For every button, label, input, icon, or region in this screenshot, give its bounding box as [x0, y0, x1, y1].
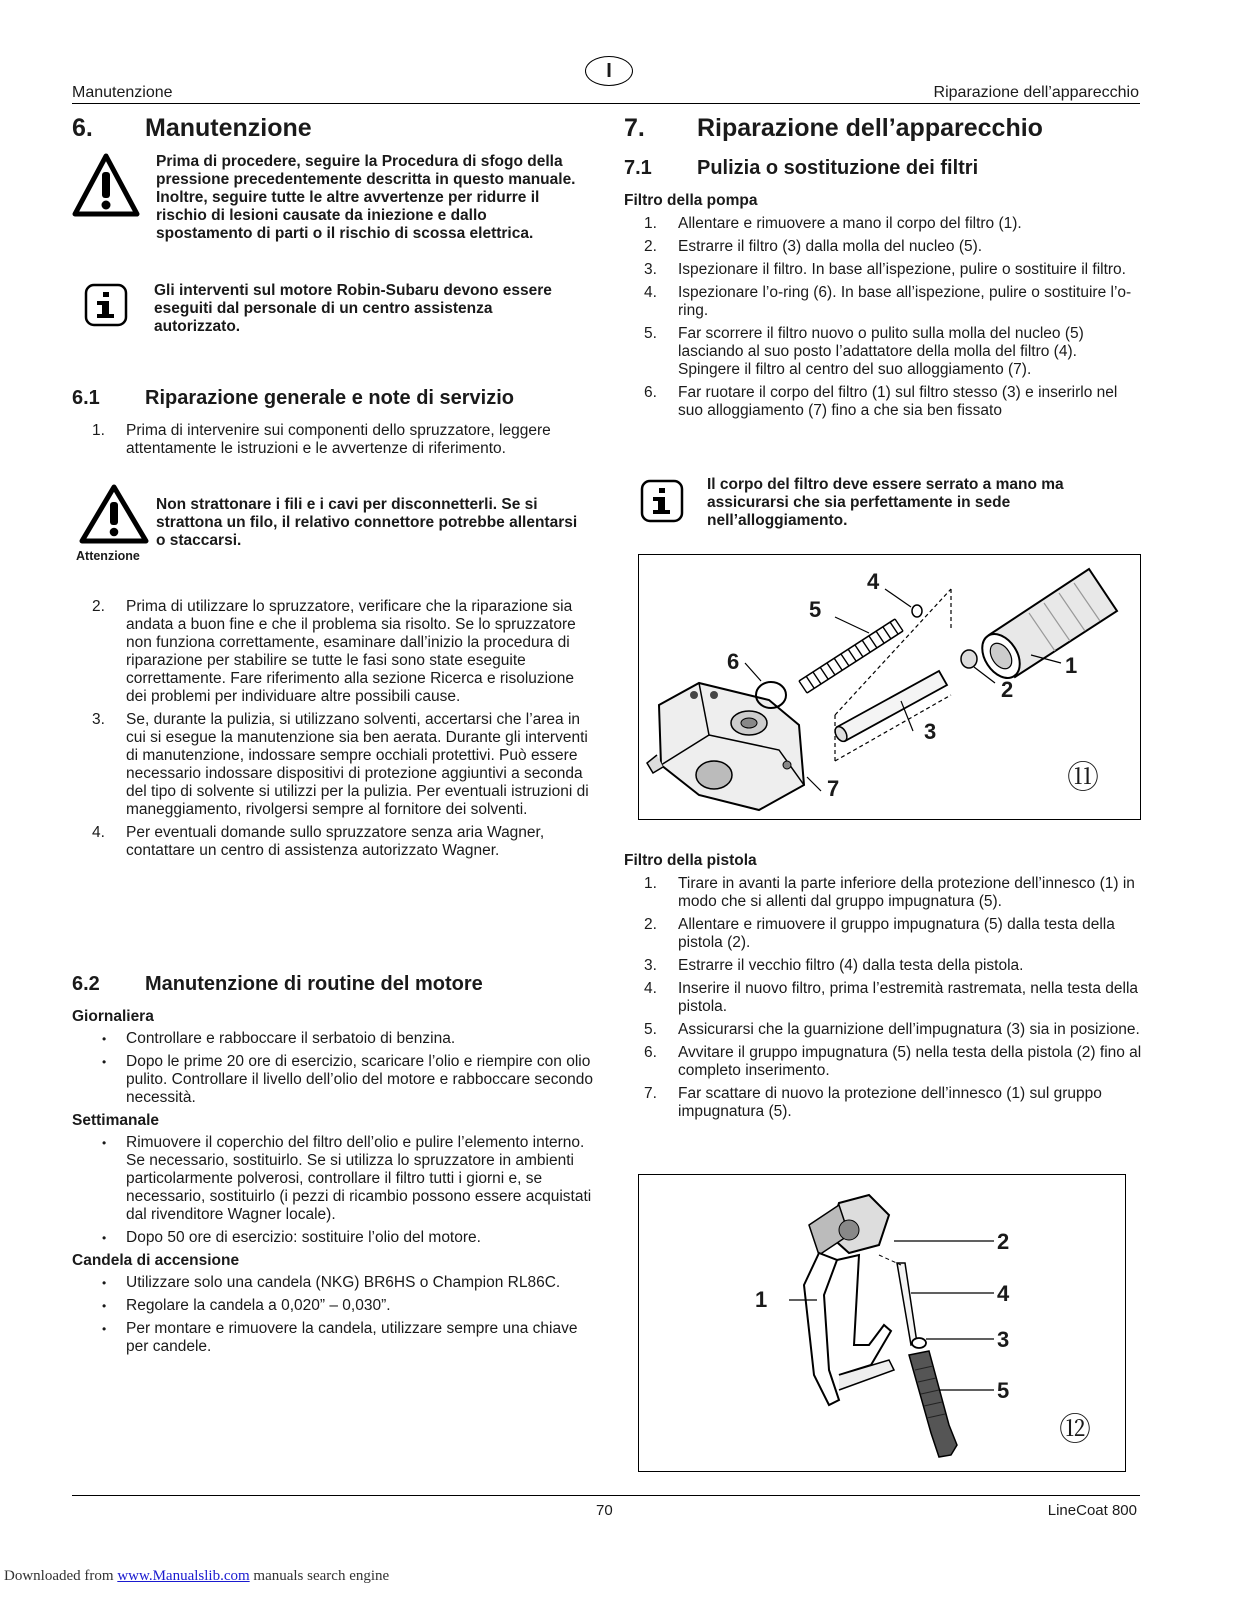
list-item: 1. Allentare e rimuovere a mano il corpo del filtro (1).: [644, 215, 1022, 232]
list-item: • Regolare la candela a 0,020” – 0,030”.: [72, 1297, 602, 1315]
footer-rule: [72, 1495, 1140, 1496]
warning-triangle-icon: [72, 152, 142, 218]
figure-12-number: ⑫: [1059, 1411, 1092, 1447]
list-item: 5. Assicurarsi che la guarnizione dell’impugnatura (3) sia in posizione.: [644, 1021, 1140, 1038]
callout-1: 1: [755, 1287, 768, 1312]
callout-3: 3: [924, 719, 937, 744]
header-left-title: Manutenzione: [72, 84, 173, 101]
callout-4: 4: [867, 569, 880, 594]
caution-text: Non strattonare i fili e i cavi per disconnetterli. Se si strattona un filo, il relativo connettore potrebbe allentarsi o staccarsi.: [156, 496, 578, 549]
download-prefix: Downloaded from: [4, 1568, 118, 1584]
figure-11-number: ⑪: [1067, 759, 1100, 795]
callout-3: 3: [997, 1327, 1010, 1352]
list-item: 1. Prima di intervenire sui componenti dello spruzzatore, leggere attentamente le istruzioni e le avvertenze di riferimento.: [92, 422, 551, 457]
gun-filter-title: Filtro della pistola: [624, 852, 757, 869]
section-6-2-body: [72, 1008, 602, 1361]
list-item: 7. Far scattare di nuovo la protezione dell’innesco (1) sul gruppo impugnatura (5).: [644, 1085, 1102, 1120]
list-item: • Dopo 50 ore di esercizio: sostituire l’olio del motore.: [72, 1229, 602, 1247]
pump-filter-exploded-drawing: [639, 555, 1140, 819]
list-item: 3. Ispezionare il filtro. In base all’ispezione, pulire o sostituire il filtro.: [644, 261, 1126, 278]
section-7-1-heading: 7.1 Pulizia o sostituzione dei filtri: [624, 157, 979, 179]
list-item: 1. Tirare in avanti la parte inferiore della protezione dell’innesco (1) in modo che si allenti dal gruppo impugnatura (5).: [644, 875, 1135, 910]
list-item: 6. Far ruotare il corpo del filtro (1) sul filtro stesso (3) e inserirlo nel suo alloggiamento (7) fino a che sia ben fissato: [644, 384, 1118, 419]
list-item: 3. Estrarre il vecchio filtro (4) dalla testa della pistola.: [644, 957, 1024, 974]
gun-filter-exploded-drawing: [639, 1175, 1125, 1471]
page-number: 70: [596, 1502, 613, 1519]
header-right-title: Riparazione dell’apparecchio: [933, 84, 1139, 101]
gun-filter-steps: [624, 875, 1144, 1126]
download-suffix: manuals search engine: [249, 1568, 390, 1584]
warning-pressure-text: Prima di procedere, seguire la Procedura di sfogo della pressione precedentemente descritta in questo manuale. Inoltre, seguire tutte le altre avvertenze per ridurre il rischio di lesioni causate da iniezione e dallo spostamento di parti o il rischio di scossa elettrica.: [156, 153, 576, 242]
list-item: 6. Avvitare il gruppo impugnatura (5) nella testa della pistola (2) fino al completo inserimento.: [644, 1044, 1142, 1079]
callout-1: 1: [1065, 653, 1078, 678]
list-item: • Rimuovere il coperchio del filtro dell’olio e pulire l’elemento interno. Se necessario, sostituirlo. Se si utilizza lo spruzzatore in ambienti particolarmente polverosi, controllare il filtro tutti i giorni e, se necessario, sostituirlo (i pezzi di ricambio possono essere acquistati dal rivenditore Wagner locale).: [72, 1134, 602, 1224]
pump-filter-title: Filtro della pompa: [624, 192, 758, 209]
callout-5: 5: [809, 597, 822, 622]
info-filter-text: Il corpo del filtro deve essere serrato a mano ma assicurarsi che sia perfettamente in sede nell’alloggiamento.: [707, 476, 1064, 529]
weekly-list: [72, 1134, 602, 1247]
manualslib-link[interactable]: www.Manualslib.com: [117, 1568, 250, 1584]
callout-5: 5: [997, 1378, 1010, 1403]
list-item: • Dopo le prime 20 ore di esercizio, scaricare l’olio e riempire con olio pulito. Controllare il livello dell’olio del motore e rabboccare secondo necessità.: [72, 1053, 602, 1107]
info-icon: [640, 479, 684, 523]
download-note: [4, 1568, 389, 1585]
daily-list: [72, 1030, 602, 1107]
list-item: 3. Se, durante la pulizia, si utilizzano solventi, accertarsi che l’area in cui si esegue la manutenzione sia ben aerata. Durante gli interventi di manutenzione, indossare sempre occhiali protettivi. Può essere necessario indossare dispositivi di protezione aggiuntivi a seconda del tipo di solvente si utilizzi per la pulizia. Per eventuali istruzioni di maneggiamento, rivolgersi sempre al fornitore dei solventi.: [92, 711, 589, 818]
list-item: 2. Estrarre il filtro (3) dalla molla del nucleo (5).: [644, 238, 983, 255]
callout-7: 7: [827, 776, 840, 801]
language-mark: I: [585, 56, 633, 86]
info-engine-text: Gli interventi sul motore Robin-Subaru devono essere eseguiti dal personale di un centro assistenza autorizzato.: [154, 282, 552, 335]
figure-11-pump-filter: [638, 554, 1141, 820]
callout-6: 6: [727, 649, 740, 674]
section-6-1-heading: 6.1 Riparazione generale e note di servizio: [72, 387, 515, 409]
list-item: • Per montare e rimuovere la candela, utilizzare sempre una chiave per candele.: [72, 1320, 602, 1356]
list-item: 4. Inserire il nuovo filtro, prima l’estremità rastremata, nella testa della pistola.: [644, 980, 1139, 1015]
callout-2: 2: [997, 1229, 1010, 1254]
list-item: 4. Ispezionare l’o-ring (6). In base all’ispezione, pulire o sostituire l’o-ring.: [644, 284, 1132, 319]
section-6-2-heading: 6.2 Manutenzione di routine del motore: [72, 973, 483, 995]
spark-plug-list: [72, 1274, 602, 1356]
info-icon: [84, 283, 128, 327]
list-item: 4. Per eventuali domande sullo spruzzatore senza aria Wagner, contattare un centro di assistenza autorizzato Wagner.: [92, 824, 545, 859]
figure-12-gun-filter: [638, 1174, 1126, 1472]
list-item: 2. Allentare e rimuovere il gruppo impugnatura (5) dalla testa della pistola (2).: [644, 916, 1115, 951]
list-item: 2. Prima di utilizzare lo spruzzatore, verificare che la riparazione sia andata a buon fine e che il problema sia risolto. Se lo spruzzatore non funziona correttamente, esaminare dall’inizio la procedura di riparazione per stabilire se tutte le fasi sono state eseguite correttamente. Fare riferimento alla sezione Ricerca e risoluzione dei problemi per individuare altre possibili cause.: [92, 598, 576, 705]
header-rule: [72, 103, 1140, 104]
list-item: • Controllare e rabboccare il serbatoio di benzina.: [72, 1030, 602, 1048]
list-item: • Utilizzare solo una candela (NKG) BR6HS o Champion RL86C.: [72, 1274, 602, 1292]
spark-plug-title: Candela di accensione: [72, 1252, 240, 1269]
daily-title: Giornaliera: [72, 1008, 154, 1025]
section-7-heading: 7. Riparazione dell’apparecchio: [624, 114, 1043, 142]
caution-label: Attenzione: [76, 549, 140, 563]
callout-2: 2: [1001, 677, 1014, 702]
caution-block: [72, 484, 152, 564]
callout-4: 4: [997, 1281, 1010, 1306]
list-item: 5. Far scorrere il filtro nuovo o pulito sulla molla del nucleo (5) lasciando al suo posto l’adattatore della molla del filtro (4). Spingere il filtro al centro del suo alloggiamento (7).: [644, 325, 1084, 378]
weekly-title: Settimanale: [72, 1112, 160, 1129]
section-6-1-steps: [72, 598, 592, 865]
section-6-1-step1-list: [72, 422, 592, 463]
caution-triangle-icon: [72, 484, 152, 544]
pump-filter-steps: [624, 215, 1136, 425]
section-6-heading: 6. Manutenzione: [72, 114, 312, 142]
product-name: LineCoat 800: [1047, 1502, 1137, 1519]
